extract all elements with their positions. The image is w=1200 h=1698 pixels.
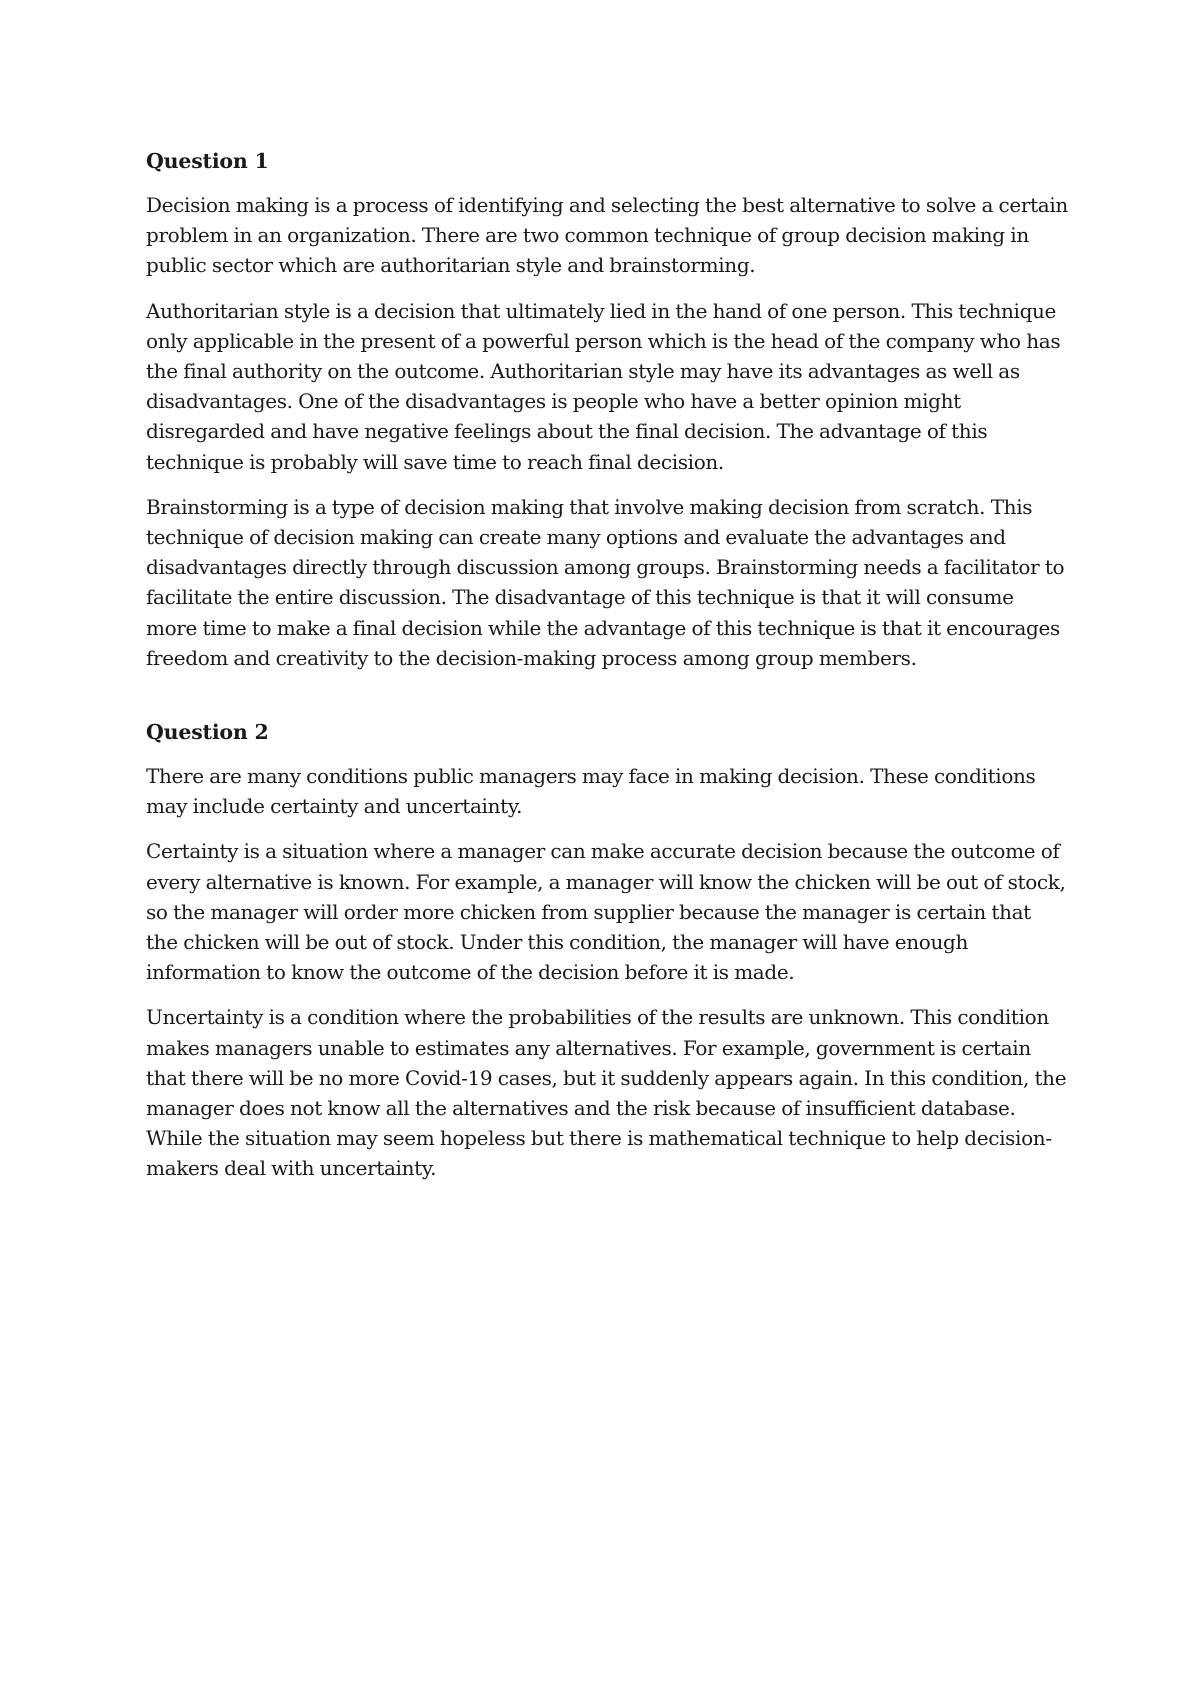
question-1-paragraph-2: Authoritarian style is a decision that ultimately lied in the hand of one person. This technique only applicable in the present of a powerful person which is the head of the company who has the final authority on the outcome. Authoritarian style may have its advantages as well as disadvantages. One of the disadvantages is people who have a better opinion might disregarded and have negative feelings about the final decision. The advantage of this technique is probably will save time to reach final decision. [146,298,1061,474]
question-2-paragraph-1: There are many conditions public managers may face in making decision. These conditions may include certainty and uncertainty. [146,764,1036,819]
document-body [146,146,1068,1199]
question-1-heading: Question 1 [146,149,269,173]
question-1-paragraph-3: Brainstorming is a type of decision making that involve making decision from scratch. This technique of decision making can create many options and evaluate the advantages and disadvantages directly through discussion among groups. Brainstorming needs a facilitator to facilitate the entire discussion. The disadvantage of this technique is that it will consume more time to make a final decision while the advantage of this technique is that it encourages freedom and creativity to the decision-making process among group members. [146,494,1065,670]
question-1-section [146,146,1068,673]
question-2-paragraph-3: Uncertainty is a condition where the probabilities of the results are unknown. This condition makes managers unable to estimates any alternatives. For example, government is certain that there will be no more Covid-19 cases, but it suddenly appears again. In this condition, the manager does not know all the alternatives and the risk because of insufficient database. While the situation may seem hopeless but there is mathematical technique to help decision-makers deal with uncertainty. [146,1005,1067,1181]
question-2-section [146,717,1068,1184]
question-1-paragraph-1: Decision making is a process of identifying and selecting the best alternative to solve a certain problem in an organization. There are two common technique of group decision making in public sector which are authoritarian style and brainstorming. [146,193,1068,278]
question-2-heading: Question 2 [146,720,269,745]
question-2-paragraph-2: Certainty is a situation where a manager can make accurate decision because the outcome of every alternative is known. For example, a manager will know the chicken will be out of stock, so the manager will order more chicken from supplier because the manager is certain that the chicken will be out of stock. Under this condition, the manager will have enough information to know the outcome of the decision before it is made. [146,839,1066,985]
